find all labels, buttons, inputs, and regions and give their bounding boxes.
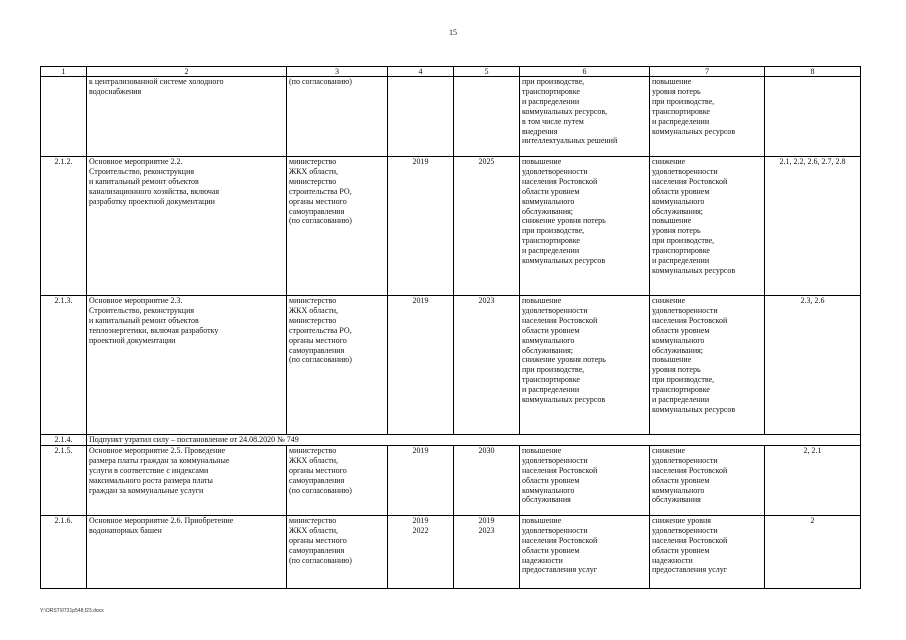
- expected-result: при производстве, транспортировке и распределении коммунальных ресурсов, в том числе путем внедрения интеллектуальных решений: [520, 77, 650, 157]
- end-year: 2030: [454, 445, 520, 515]
- non-implementation-consequence: снижение удовлетворенности населения Ростовской области уровнем коммунального обслуживания; повышение уровня потерь при производстве, транспортировке и распределении коммунальных ресурсов: [650, 296, 765, 435]
- start-year: [388, 77, 454, 157]
- row-number: [41, 77, 87, 157]
- file-path-footer: Y:\ORST\0731p548.f23.docx: [40, 608, 104, 614]
- related-indicators: 2: [765, 515, 861, 588]
- table-row: [41, 77, 861, 157]
- measures-table: [40, 66, 861, 589]
- related-indicators: 2, 2.1: [765, 445, 861, 515]
- column-number: 4: [388, 67, 454, 77]
- row-number: 2.1.5.: [41, 445, 87, 515]
- start-year: 2019 2022: [388, 515, 454, 588]
- measure-name: Основное мероприятие 2.2. Строительство, реконструкция и капитальный ремонт объектов канализационного хозяйства, включая разработку проектной документации: [87, 157, 287, 296]
- executor: (по согласованию): [287, 77, 388, 157]
- column-number: 8: [765, 67, 861, 77]
- related-indicators: 2.3, 2.6: [765, 296, 861, 435]
- column-number: 5: [454, 67, 520, 77]
- measure-name: Основное мероприятие 2.5. Проведение размера платы граждан за коммунальные услуги в соответствие с индексами максимального роста размера платы граждан за коммунальные услуги: [87, 445, 287, 515]
- row-number: 2.1.6.: [41, 515, 87, 588]
- column-number: 6: [520, 67, 650, 77]
- page-number: 15: [449, 28, 457, 37]
- column-number: 3: [287, 67, 388, 77]
- column-number: 1: [41, 67, 87, 77]
- start-year: 2019: [388, 157, 454, 296]
- expected-result: повышение удовлетворенности населения Ростовской области уровнем коммунального обслуживания: [520, 445, 650, 515]
- column-number: 2: [87, 67, 287, 77]
- end-year: [454, 77, 520, 157]
- expected-result: повышение удовлетворенности населения Ростовской области уровнем надежности предоставления услуг: [520, 515, 650, 588]
- start-year: 2019: [388, 296, 454, 435]
- table-row: [41, 515, 861, 588]
- repealed-note: Подпункт утратил силу – постановление от 24.08.2020 № 749: [87, 435, 861, 446]
- expected-result: повышение удовлетворенности населения Ростовской области уровнем коммунального обслуживания; снижение уровня потерь при производстве, транспортировке и распределении коммунальных ресурсов: [520, 157, 650, 296]
- table-row: [41, 296, 861, 435]
- expected-result: повышение удовлетворенности населения Ростовской области уровнем коммунального обслуживания; снижение уровня потерь при производстве, транспортировке и распределении коммунальных ресурсов: [520, 296, 650, 435]
- start-year: 2019: [388, 445, 454, 515]
- non-implementation-consequence: снижение удовлетворенности населения Ростовской области уровнем коммунального обслуживания: [650, 445, 765, 515]
- executor: министерство ЖКХ области, органы местного самоуправления (по согласованию): [287, 515, 388, 588]
- executor: министерство ЖКХ области, министерство строительства РО, органы местного самоуправления (по согласованию): [287, 296, 388, 435]
- table-row: [41, 157, 861, 296]
- related-indicators: 2.1, 2.2, 2.6, 2.7, 2.8: [765, 157, 861, 296]
- row-number: 2.1.2.: [41, 157, 87, 296]
- end-year: 2019 2023: [454, 515, 520, 588]
- non-implementation-consequence: снижение уровня удовлетворенности населения Ростовской области уровнем надежности предоставления услуг: [650, 515, 765, 588]
- related-indicators: [765, 77, 861, 157]
- executor: министерство ЖКХ области, министерство строительства РО, органы местного самоуправления (по согласованию): [287, 157, 388, 296]
- column-number: 7: [650, 67, 765, 77]
- executor: министерство ЖКХ области, органы местного самоуправления (по согласованию): [287, 445, 388, 515]
- non-implementation-consequence: повышение уровня потерь при производстве, транспортировке и распределении коммунальных ресурсов: [650, 77, 765, 157]
- table-row: [41, 445, 861, 515]
- row-number: 2.1.3.: [41, 296, 87, 435]
- measure-name: к централизованной системе холодного водоснабжения: [87, 77, 287, 157]
- non-implementation-consequence: снижение удовлетворенности населения Ростовской области уровнем коммунального обслуживания; повышение уровня потерь при производстве, транспортировке и распределении коммунальных ресурсов: [650, 157, 765, 296]
- row-number: 2.1.4.: [41, 435, 87, 446]
- end-year: 2023: [454, 296, 520, 435]
- measure-name: Основное мероприятие 2.6. Приобретение водонапорных башен: [87, 515, 287, 588]
- measure-name: Основное мероприятие 2.3. Строительство, реконструкция и капитальный ремонт объектов теплоэнергетики, включая разработку проектной документации: [87, 296, 287, 435]
- repealed-row: [41, 435, 861, 446]
- column-number-row: [41, 67, 861, 77]
- end-year: 2025: [454, 157, 520, 296]
